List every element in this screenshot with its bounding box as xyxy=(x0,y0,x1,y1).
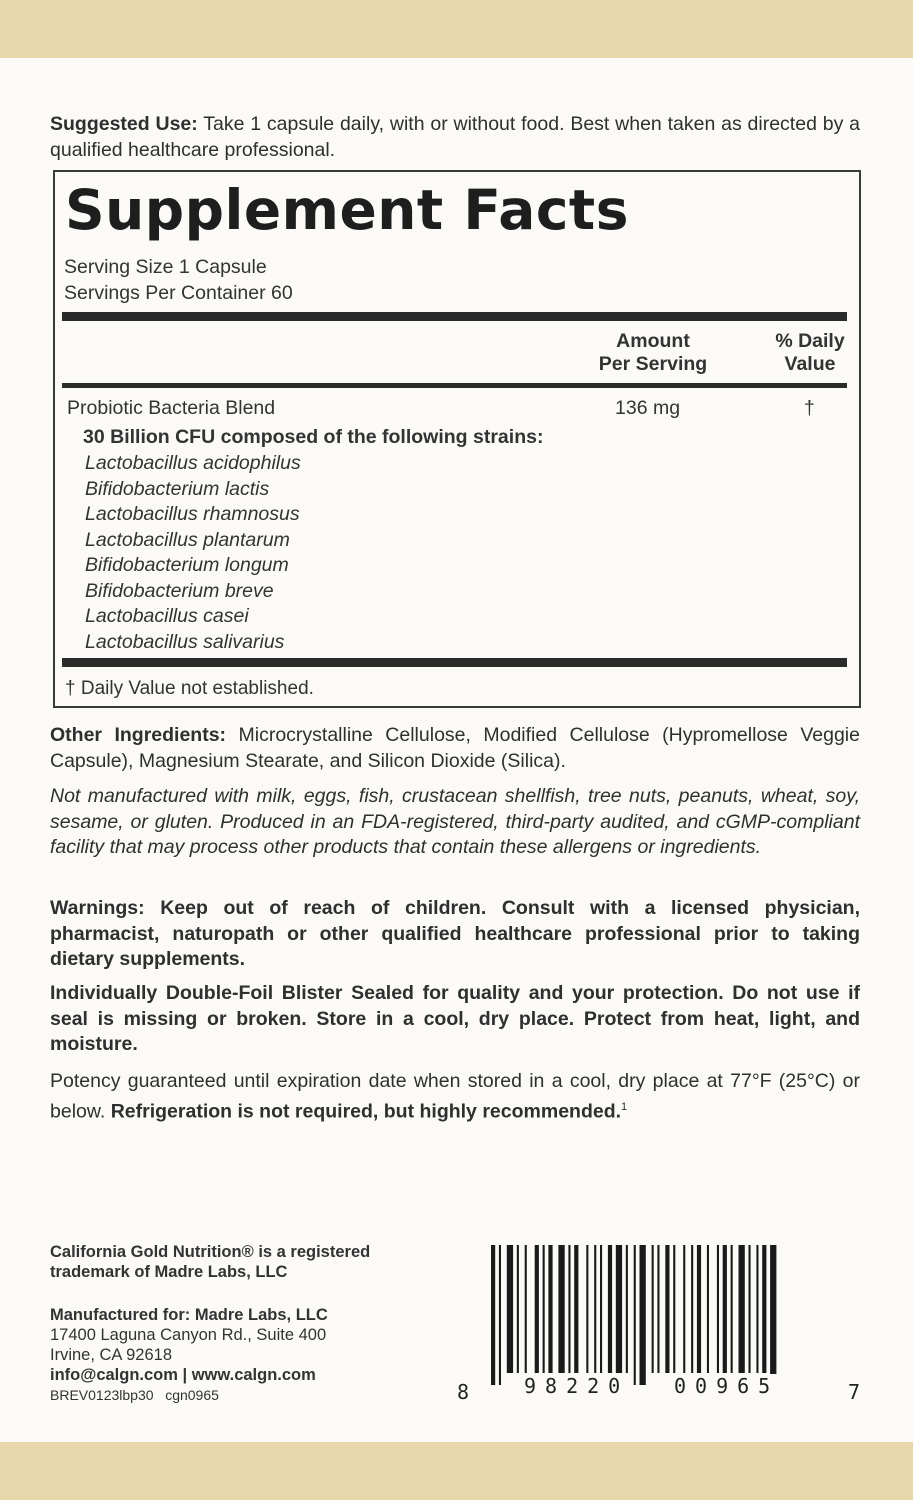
manufacturer-line2: 17400 Laguna Canyon Rd., Suite 400 xyxy=(50,1326,327,1344)
suggested-use xyxy=(50,112,860,163)
medium-divider xyxy=(62,383,847,388)
suggested-use-text: Take 1 capsule daily, with or without food. Best when taken as directed by a qualified healthcare professional. xyxy=(50,113,860,161)
barcode-bar xyxy=(548,1245,552,1373)
barcode-bar xyxy=(652,1245,654,1373)
strain-item: Bifidobacterium lactis xyxy=(85,477,270,500)
daily-value-header-line1: % Daily xyxy=(775,330,845,352)
barcode-bar xyxy=(594,1245,596,1373)
barcode-bar xyxy=(673,1245,675,1373)
barcode-bar xyxy=(558,1245,564,1373)
thick-divider xyxy=(62,312,847,321)
strain-item: Bifidobacterium breve xyxy=(85,579,274,602)
amount-header-line2: Per Serving xyxy=(598,353,708,375)
cfu-line: 30 Billion CFU composed of the following strains: xyxy=(83,426,544,448)
barcode-bar xyxy=(535,1245,539,1373)
barcode-bar xyxy=(507,1245,513,1373)
barcode-bar xyxy=(574,1245,578,1373)
facts-title: Supplement Facts xyxy=(65,178,629,242)
barcode-bar xyxy=(691,1245,693,1373)
barcode-bar xyxy=(723,1245,727,1373)
potency-text: Potency guaranteed until expiration date when stored in a cool, dry place at 77°F (25°C) or below. xyxy=(50,1070,860,1123)
barcode-bar xyxy=(600,1245,602,1373)
barcode-bar xyxy=(499,1245,501,1385)
trademark-notice xyxy=(50,1242,370,1282)
amount-header-line1: Amount xyxy=(616,330,690,352)
other-ingredients-text: Microcrystalline Cellulose, Modified Cellulose (Hypromellose Veggie Capsule), Magnesium Stearate, and Silicon Dioxide (Silica). xyxy=(50,724,860,772)
barcode-bar xyxy=(491,1245,495,1385)
potency-superscript: 1 xyxy=(621,1100,628,1113)
servings-per-container: Servings Per Container 60 xyxy=(64,282,293,304)
product-code: BREV0123lbp30 cgn0965 xyxy=(50,1387,219,1403)
barcode-digit-check: 7 xyxy=(848,1380,861,1404)
barcode-bar xyxy=(683,1245,685,1373)
barcode-bar xyxy=(717,1245,719,1373)
barcode-bar xyxy=(543,1245,545,1373)
strain-item: Lactobacillus acidophilus xyxy=(85,452,301,474)
supplement-facts-panel xyxy=(53,170,861,708)
barcode-bar xyxy=(762,1245,766,1373)
allergen-statement: Not manufactured with milk, eggs, fish, crustacean shellfish, tree nuts, peanuts, wheat, soy, sesame, or gluten. Produced in an FDA-registered, third-party audited, and cGMP-compliant facility that may process other products that contain these allergens or ingredients. xyxy=(50,785,860,859)
potency-bold: Refrigeration is not required, but highly recommended. xyxy=(110,1100,622,1123)
barcode-digits-right: 00965 xyxy=(674,1374,780,1398)
barcode-bar xyxy=(657,1245,659,1373)
barcode-bar xyxy=(616,1245,622,1373)
other-ingredients-label: Other Ingredients: xyxy=(50,724,227,746)
barcode-bar xyxy=(739,1245,745,1373)
trademark-line1: California Gold Nutrition® is a registered xyxy=(50,1243,371,1261)
barcode-bar xyxy=(608,1245,612,1373)
barcode-bar xyxy=(697,1245,701,1373)
barcode-bar xyxy=(586,1245,588,1373)
warnings: Warnings: Keep out of reach of children. Consult with a licensed physician, pharmacist, naturopath or other qualified healthcare professional prior to taking dietary supplements. xyxy=(50,897,860,971)
strain-item: Lactobacillus plantarum xyxy=(85,528,290,551)
bottom-thick-divider xyxy=(62,658,847,667)
potency-statement xyxy=(50,1069,860,1125)
strain-item: Bifidobacterium longum xyxy=(85,554,289,576)
amount-header xyxy=(583,330,723,376)
barcode-digit-first: 8 xyxy=(457,1380,470,1404)
barcode-bar xyxy=(665,1245,669,1373)
barcode-bar xyxy=(731,1245,733,1373)
strain-item: Lactobacillus rhamnosus xyxy=(85,503,300,525)
barcode-icon xyxy=(487,1245,800,1385)
blister-statement: Individually Double-Foil Blister Sealed for quality and your protection. Do not use if seal is missing or broken. Store in a cool, dry place. Protect from heat, light, and moisture. xyxy=(50,982,860,1056)
barcode-bar xyxy=(517,1245,519,1373)
barcode-bar xyxy=(634,1245,636,1385)
barcode-bar xyxy=(770,1245,776,1385)
manufacturer-contact: info@calgn.com | www.calgn.com xyxy=(50,1366,316,1384)
barcode-bar xyxy=(749,1245,751,1373)
blend-amount: 136 mg xyxy=(615,397,681,419)
barcode-bar xyxy=(568,1245,570,1373)
blend-name: Probiotic Bacteria Blend xyxy=(67,397,276,419)
suggested-use-label: Suggested Use: xyxy=(50,113,198,135)
manufacturer-line1: Manufactured for: Madre Labs, LLC xyxy=(50,1306,328,1324)
bottom-gold-band xyxy=(0,1442,913,1500)
barcode-bar xyxy=(525,1245,527,1373)
barcode-bar xyxy=(756,1245,758,1373)
serving-size: Serving Size 1 Capsule xyxy=(64,256,267,278)
footnote: † Daily Value not established. xyxy=(65,678,314,699)
manufacturer-info xyxy=(50,1305,328,1405)
barcode-digits-left: 98220 xyxy=(524,1374,630,1398)
trademark-line2: trademark of Madre Labs, LLC xyxy=(50,1263,288,1281)
barcode-bar xyxy=(626,1245,628,1373)
strain-item: Lactobacillus casei xyxy=(85,605,249,627)
barcode-bar xyxy=(640,1245,646,1385)
top-gold-band xyxy=(0,0,913,58)
daily-value-header xyxy=(755,330,865,376)
manufacturer-line3: Irvine, CA 92618 xyxy=(50,1346,172,1364)
daily-value-header-line2: Value xyxy=(784,353,836,375)
strain-item: Lactobacillus salivarius xyxy=(85,630,285,653)
other-ingredients xyxy=(50,723,860,774)
blend-daily-value: † xyxy=(804,397,815,419)
barcode-bar xyxy=(707,1245,709,1373)
